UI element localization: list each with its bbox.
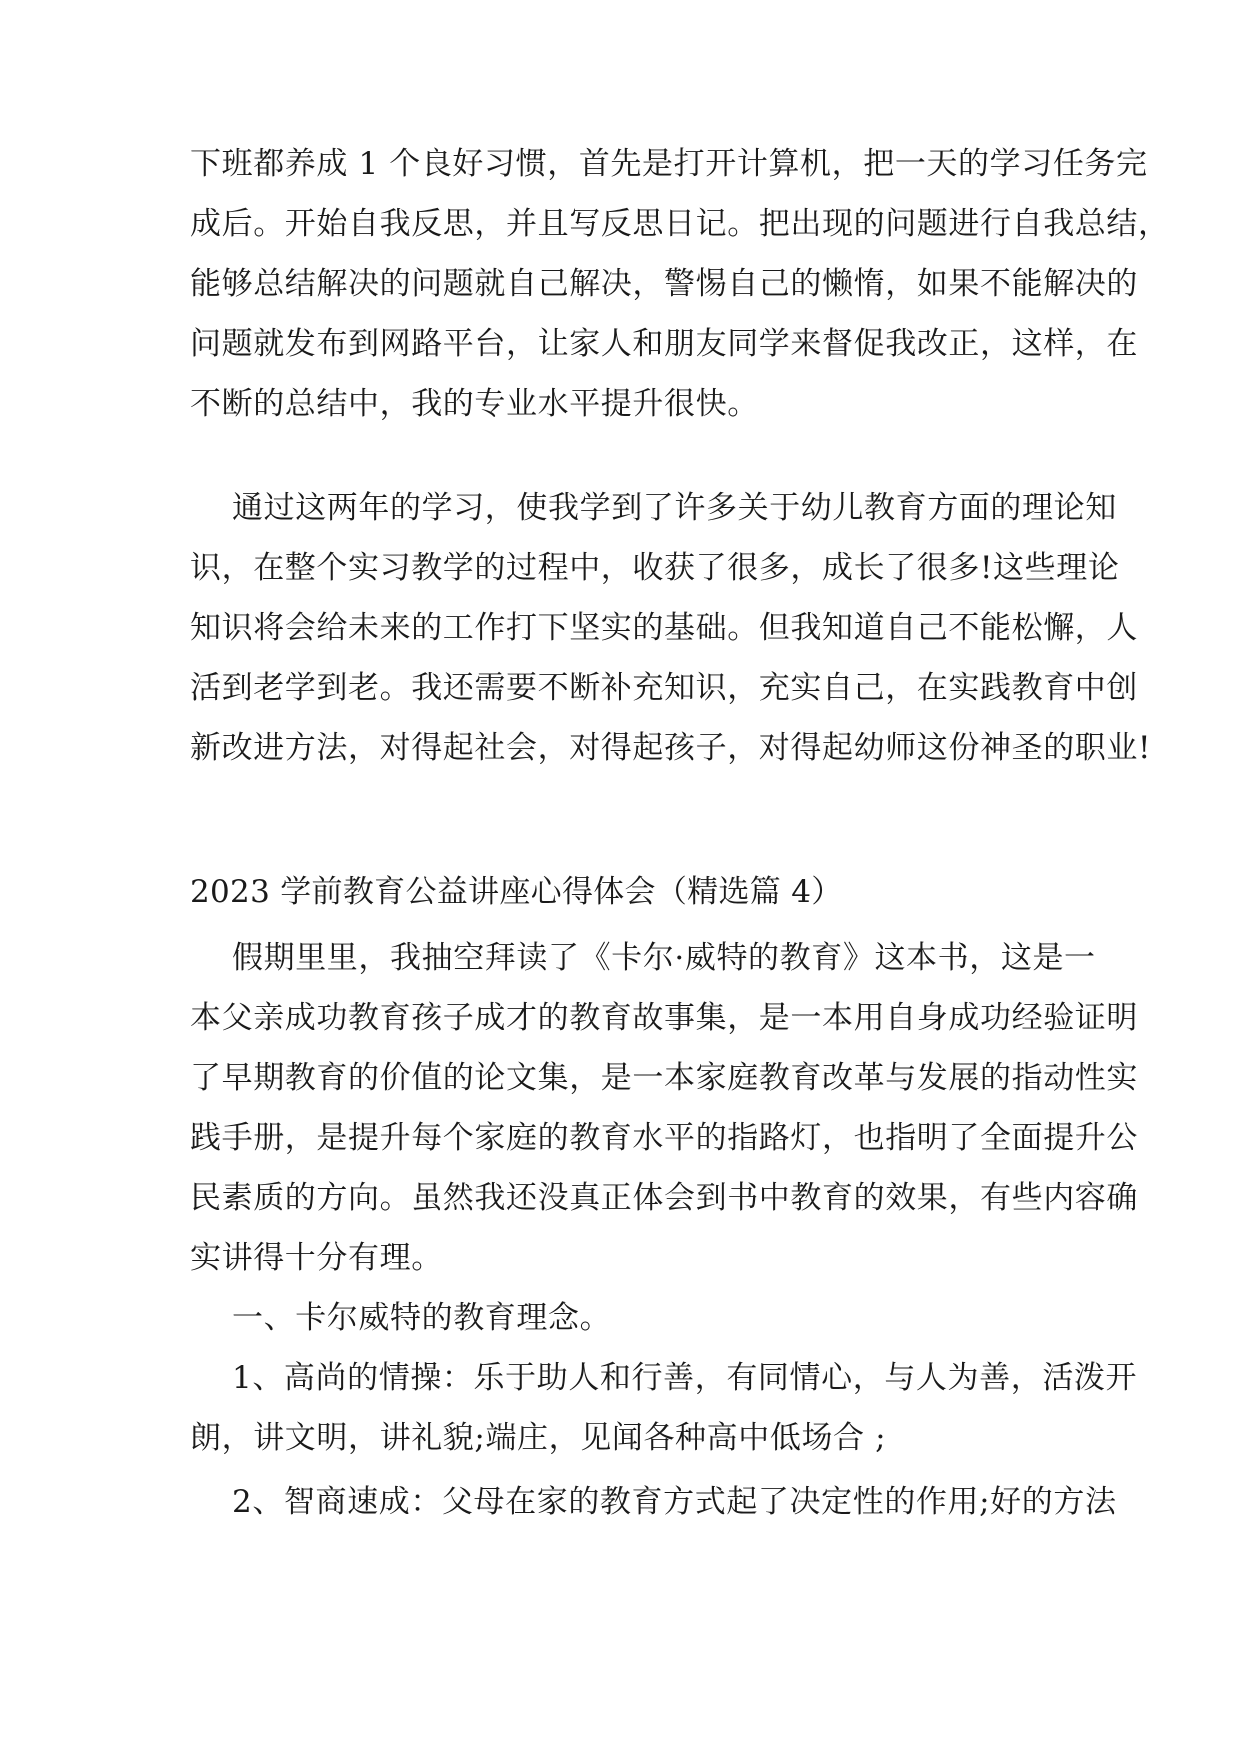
text-line: 践手册，是提升每个家庭的教育水平的指路灯，也指明了全面提升公 <box>190 1120 1138 1156</box>
text-line: 能够总结解决的问题就自己解决，警惕自己的懒惰，如果不能解决的 <box>190 266 1138 302</box>
text-line: 下班都养成 1 个良好习惯，首先是打开计算机，把一天的学习任务完 <box>190 146 1148 182</box>
text-line: 朗，讲文明，讲礼貌;端庄，见闻各种高中低场合 ; <box>190 1420 887 1456</box>
text-line: 成后。开始自我反思，并且写反思日记。把出现的问题进行自我总结， <box>190 206 1170 242</box>
text-line: 实讲得十分有理。 <box>190 1240 443 1276</box>
text-line: 识，在整个实习教学的过程中，收获了很多，成长了很多!这些理论 <box>190 550 1120 586</box>
subheading: 一、卡尔威特的教育理念。 <box>232 1300 612 1336</box>
text-line: 了早期教育的价值的论文集，是一本家庭教育改革与发展的指动性实 <box>190 1060 1138 1096</box>
text-line: 民素质的方向。虽然我还没真正体会到书中教育的效果，有些内容确 <box>190 1180 1138 1216</box>
text-line: 通过这两年的学习，使我学到了许多关于幼儿教育方面的理论知 <box>232 490 1117 526</box>
text-line: 知识将会给未来的工作打下坚实的基础。但我知道自己不能松懈，人 <box>190 610 1138 646</box>
text-line: 2、智商速成：父母在家的教育方式起了决定性的作用;好的方法 <box>232 1484 1117 1520</box>
text-line: 1、高尚的情操：乐于助人和行善，有同情心，与人为善，活泼开 <box>232 1360 1138 1396</box>
text-line: 假期里里，我抽空拜读了《卡尔·威特的教育》这本书，这是一 <box>232 940 1096 976</box>
text-line: 不断的总结中，我的专业水平提升很快。 <box>190 386 759 422</box>
text-line: 本父亲成功教育孩子成才的教育故事集，是一本用自身成功经验证明 <box>190 1000 1138 1036</box>
text-line: 活到老学到老。我还需要不断补充知识，充实自己，在实践教育中创 <box>190 670 1138 706</box>
text-line: 问题就发布到网路平台，让家人和朋友同学来督促我改正，这样，在 <box>190 326 1138 362</box>
text-line: 新改进方法，对得起社会，对得起孩子，对得起幼师这份神圣的职业! <box>190 730 1152 766</box>
section-heading: 2023 学前教育公益讲座心得体会（精选篇 4） <box>190 874 843 910</box>
